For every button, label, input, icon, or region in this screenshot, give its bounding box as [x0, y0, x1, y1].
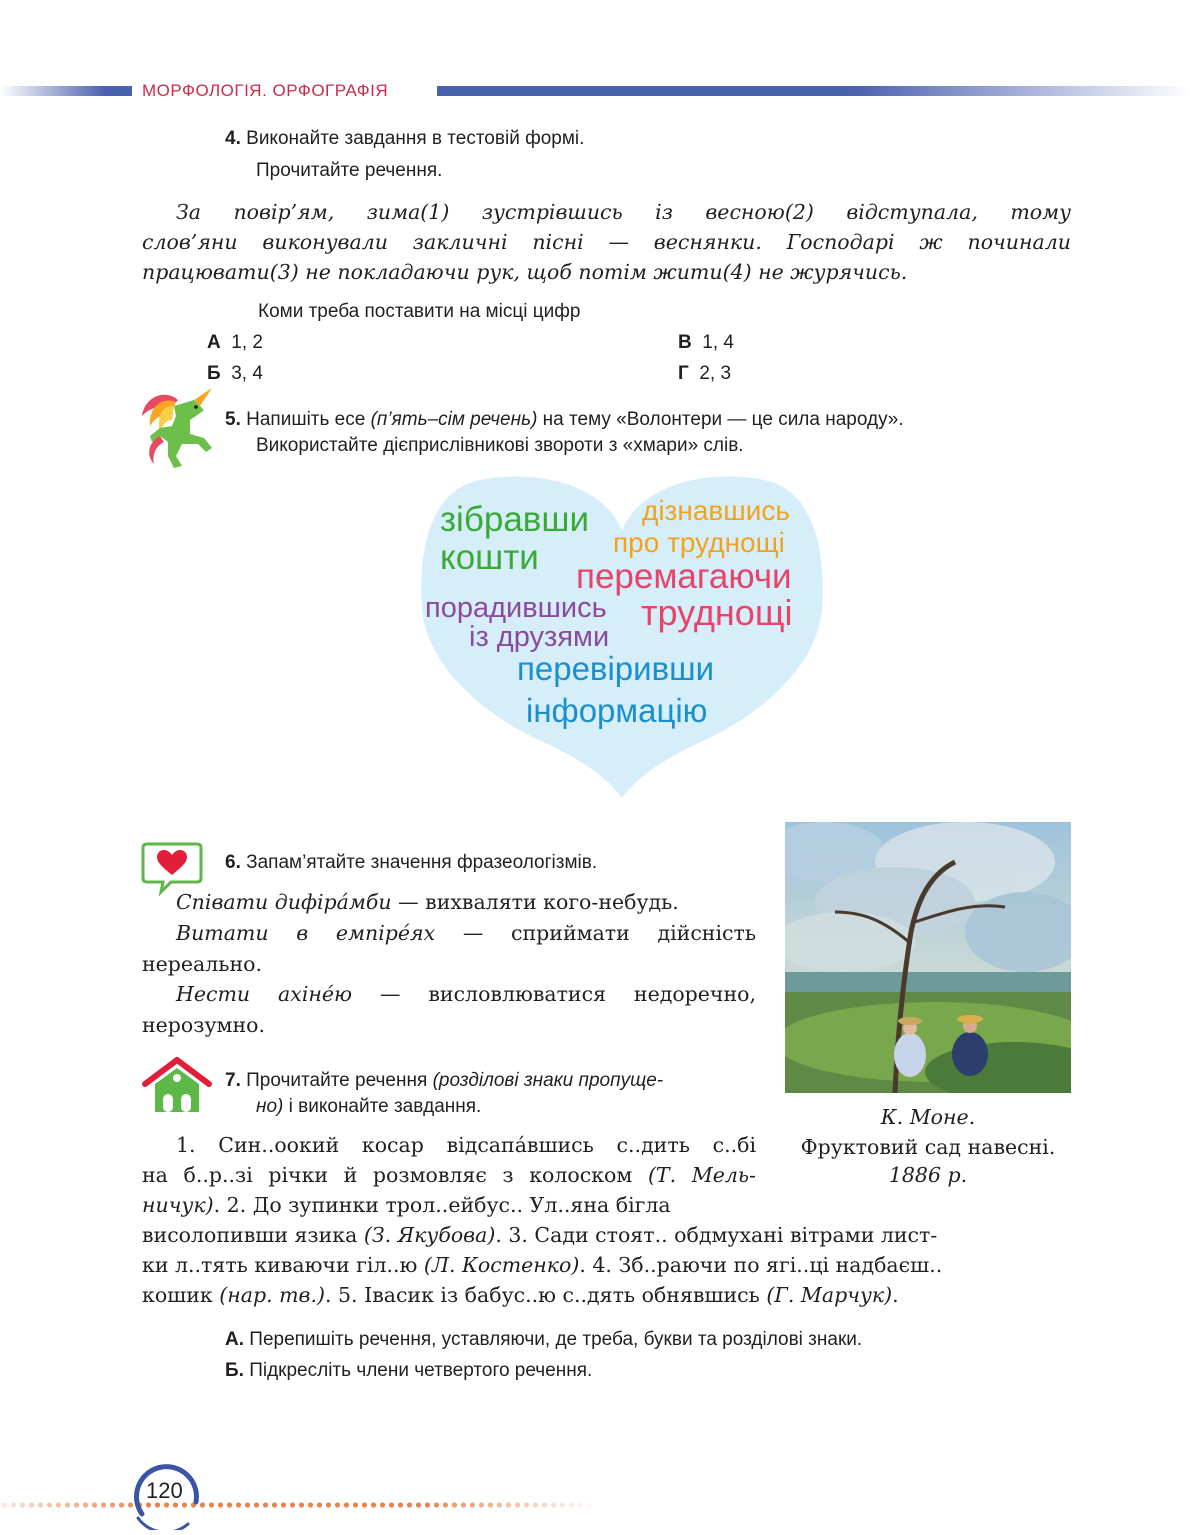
para-text: . 2. До зупинки трол..ейбус.. Ул..яна бігла	[213, 1193, 671, 1217]
cloud-word: зібравши	[440, 500, 590, 539]
task7-para-line	[142, 1250, 1071, 1280]
cloud-word: про труднощі	[613, 527, 785, 558]
subtask-text: Підкресліть члени четвертого речення.	[249, 1360, 593, 1381]
task5-instruction-line2: Використайте дієприслівникові звороти з «хмари» слів.	[256, 435, 744, 456]
word-cloud-heart	[410, 470, 840, 800]
para-text: . 5. Івасик із бабус..ю с..дять обнявшись	[324, 1283, 767, 1307]
task7-instruction-line2	[256, 1092, 481, 1121]
task6-instruction-text: Запам’ятайте значення фразеологізмів.	[246, 852, 598, 873]
task6-instruction	[225, 848, 597, 877]
option-letter: В	[678, 332, 692, 353]
phrase: Витати в емпіре́ях	[176, 921, 436, 945]
cloud-word: перемагаючи	[576, 557, 792, 596]
phrase-meaning-cont: нерозумно.	[142, 1013, 265, 1037]
para-citation: (Г. Марчук)	[766, 1283, 893, 1307]
painting-title: Фруктовий сад навесні.	[800, 1135, 1056, 1159]
phrase: Співати дифіра́мби	[176, 890, 392, 914]
task7-instruction	[225, 1066, 663, 1095]
option-text: 3, 4	[231, 363, 263, 384]
option-letter: А	[207, 332, 221, 353]
task7-subtask	[225, 1325, 862, 1354]
cloud-word: інформацію	[526, 692, 708, 729]
task-number: 5.	[225, 409, 241, 430]
task7-text-after: і виконайте завдання.	[283, 1096, 482, 1117]
answer-option[interactable]	[207, 359, 263, 388]
painting-author: К. Моне.	[880, 1105, 976, 1129]
task4-sentence-line1: За повір’ям, зима(1) зустрівшись із весною(2) відступала, тому	[176, 200, 1071, 224]
task-number: 6.	[225, 852, 241, 873]
option-text: 2, 3	[699, 363, 732, 384]
para-citation: (Т. Мель-	[647, 1163, 756, 1187]
task4-instruction2: Прочитайте речення.	[256, 160, 443, 181]
cloud-word: труднощі	[641, 592, 793, 633]
header-bar-right	[437, 86, 1190, 96]
section-title: МОРФОЛОГІЯ. ОРФОГРАФІЯ	[142, 81, 389, 100]
subtask-text: Перепишіть речення, уставляючи, де треба, букви та розділові знаки.	[249, 1329, 863, 1350]
page-number: 120	[146, 1478, 183, 1503]
task5-text-italic: (п’ять–сім речень)	[370, 409, 538, 430]
para-text: . 4. Зб..раючи по ягі..ці надбаєш..	[579, 1253, 943, 1277]
task5-text-after: на тему «Волонтери — це сила народу».	[537, 409, 904, 430]
cloud-word: порадившись	[425, 592, 607, 624]
para-citation: ничук)	[142, 1193, 214, 1217]
painting-year: 1886 р.	[888, 1163, 968, 1187]
header-bar-left	[0, 86, 132, 96]
option-text: 1, 4	[702, 332, 734, 353]
task4-sentence-line2: слов’яни виконували закличні пісні — веснянки. Господарі ж починали	[142, 230, 1071, 254]
para-citation: (Л. Костенко)	[423, 1253, 580, 1277]
subtask-letter: Б.	[225, 1360, 244, 1381]
para-citation: (З. Якубова)	[363, 1223, 496, 1247]
cloud-word: дізнавшись	[642, 495, 790, 526]
cloud-word: із друзями	[469, 621, 610, 653]
para-citation: (нар. тв.)	[219, 1283, 325, 1307]
task4-question: Коми треба поставити на місці цифр	[258, 301, 581, 322]
task4-instruction	[225, 124, 584, 153]
cloud-word: перевіривши	[517, 650, 715, 687]
cloud-word: кошти	[440, 538, 539, 577]
para-text: . 3. Сади стоят.. обдмухані вітрами лист-	[495, 1223, 938, 1247]
task5-text-before: Напишіть есе	[246, 409, 371, 430]
task7-para-line: 1. Син..оокий косар відсапа́вшись с..дить с..бі	[176, 1133, 756, 1157]
phrase-meaning-cont: нереально.	[142, 952, 262, 976]
house-icon	[141, 1056, 213, 1114]
task4-instruction-text: Виконайте завдання в тестовій формі.	[246, 128, 585, 149]
task7-para-line	[142, 1160, 756, 1190]
para-text: кошик	[142, 1283, 220, 1307]
answer-option[interactable]	[678, 328, 734, 357]
phrase-meaning: — сприймати дійсність	[435, 921, 757, 945]
task7-text-italic: но)	[256, 1096, 284, 1117]
para-text: на б..р..зі річки й розмовляє з колоском	[142, 1163, 633, 1187]
task7-para-line	[142, 1190, 756, 1220]
para-text: висолопивши язика	[142, 1223, 364, 1247]
footer-dots	[0, 1498, 600, 1510]
phraseologism	[176, 918, 756, 948]
phrase-meaning: — вихваляти кого-небудь.	[391, 890, 679, 914]
task7-text-italic: (розділові знаки пропуще-	[432, 1070, 664, 1091]
painting-image	[785, 822, 1071, 1093]
phrase-meaning: — висловлюватися недоречно,	[352, 982, 756, 1006]
task5-instruction	[225, 405, 904, 434]
option-text: 1, 2	[231, 332, 263, 353]
phrase: Нести ахіне́ю	[176, 982, 353, 1006]
unicorn-icon	[138, 386, 218, 472]
task7-para-line	[142, 1280, 1071, 1310]
task7-subtask	[225, 1356, 592, 1385]
option-letter: Г	[678, 363, 689, 384]
task-number: 7.	[225, 1070, 241, 1091]
subtask-letter: А.	[225, 1329, 244, 1350]
para-text: ки л..тять киваючи гіл..ю	[142, 1253, 424, 1277]
task4-sentence-line3: працювати(3) не покладаючи рук, щоб потім жити(4) не журячись.	[142, 260, 908, 284]
answer-option[interactable]	[207, 328, 263, 357]
phraseologism	[176, 979, 756, 1009]
option-letter: Б	[207, 363, 221, 384]
task7-text-before: Прочитайте речення	[246, 1070, 433, 1091]
task-number: 4.	[225, 128, 241, 149]
task7-para-line	[142, 1220, 1071, 1250]
para-text: .	[892, 1283, 899, 1307]
answer-option[interactable]	[678, 359, 731, 388]
phraseologism	[176, 887, 679, 917]
